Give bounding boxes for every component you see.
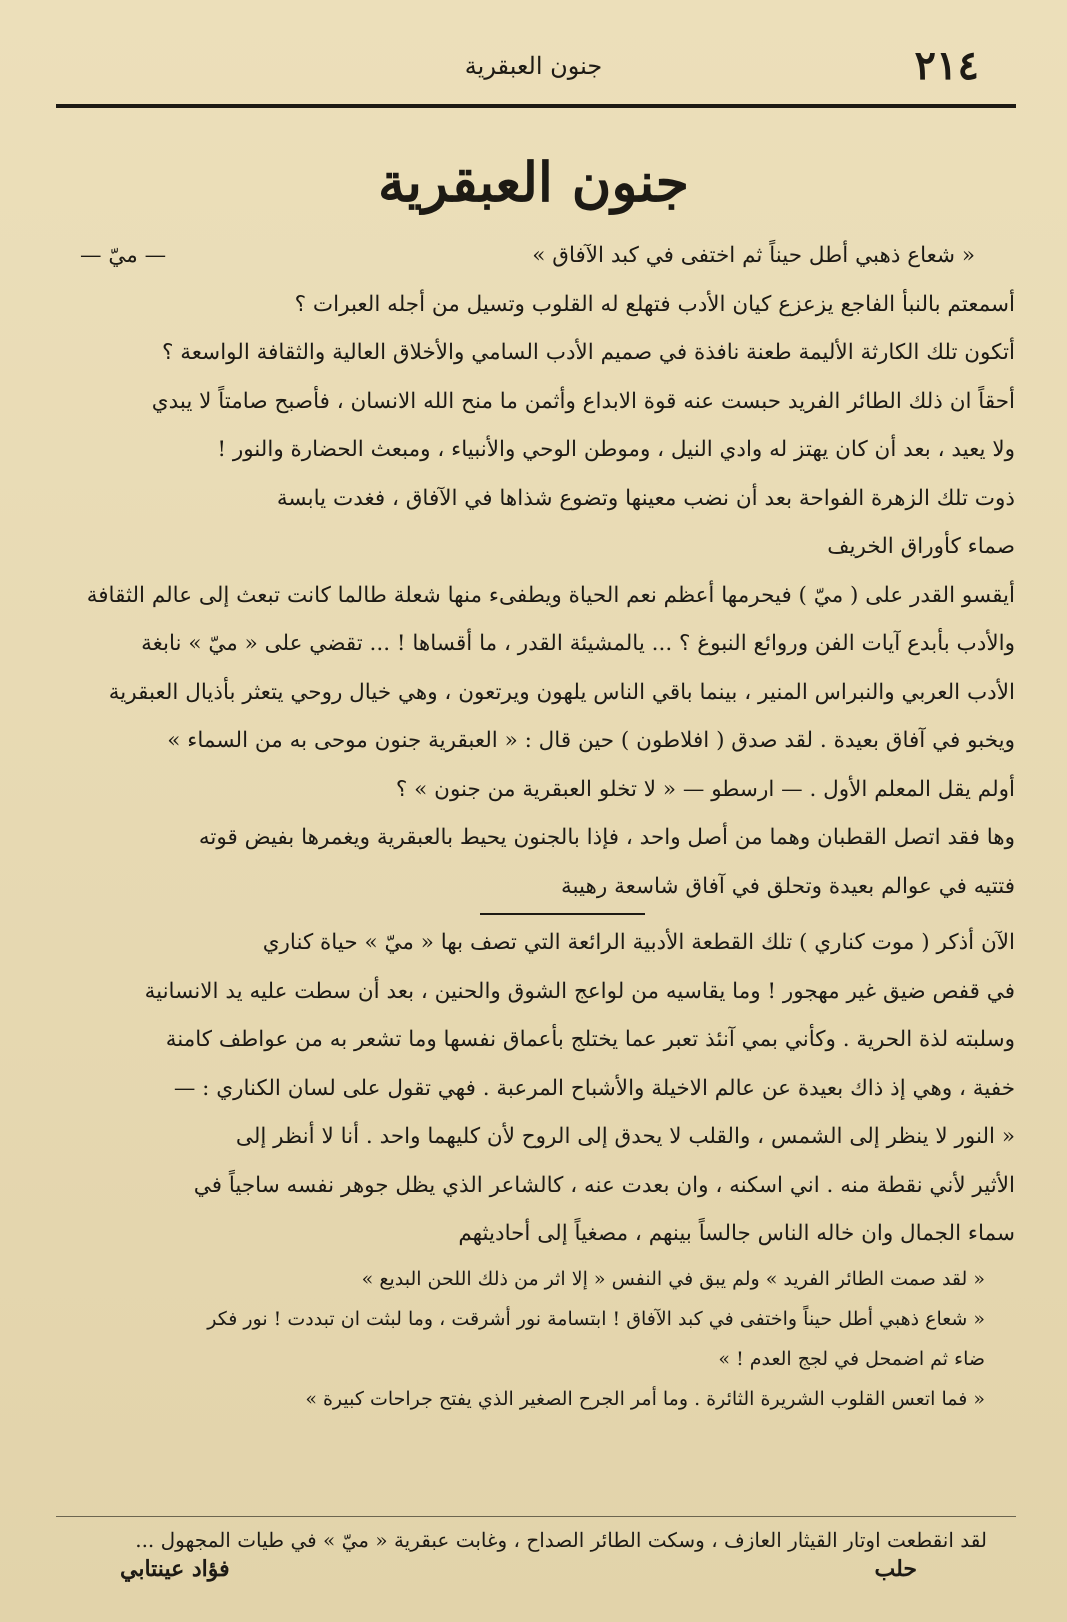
signature-place: حلب bbox=[874, 1556, 917, 1582]
article-title: جنون العبقرية bbox=[378, 150, 689, 214]
text-line: ويخبو في آفاق بعيدة . لقد صدق ( افلاطون ) حين قال : « العبقرية جنون موحى به من السماء » bbox=[167, 728, 1015, 753]
article-body bbox=[50, 232, 1015, 1419]
text-line: والأدب بأبدع آيات الفن وروائع النبوغ ؟ ... يالمشيئة القدر ، ما أقساها ! ... تقضي على « ميّ » نابغة bbox=[141, 631, 1015, 656]
text-line: فتتيه في عوالم بعيدة وتحلق في آفاق شاسعة رهيبة bbox=[561, 873, 1015, 899]
quote-line: « لقد صمت الطائر الفريد » ولم يبق في النفس « إلا اثر من ذلك اللحن البديع » bbox=[361, 1267, 985, 1290]
section-divider bbox=[480, 913, 645, 915]
quote-line: « شعاع ذهبي أطل حيناً واختفى في كبد الآفاق ! ابتسامة نور أشرقت ، وما لبثت ان تبددت ! نور فكر bbox=[207, 1307, 985, 1330]
text-line: وسلبته لذة الحرية . وكأني بمي آنئذ تعبر عما يختلج بأعماق نفسها وما تشعر به من عواطف كامنة bbox=[165, 1027, 1015, 1052]
epigraph-attribution: — ميّ — bbox=[80, 243, 167, 268]
text-line: الأثير لأني نقطة منه . اني اسكنه ، وان بعدت عنه ، كالشاعر الذي يظل جوهر نفسه ساجياً في bbox=[193, 1172, 1015, 1198]
text-line: الآن أذكر ( موت كناري ) تلك القطعة الأدبية الرائعة التي تصف بها « ميّ » حياة كناري bbox=[262, 930, 1015, 955]
text-line: أحقاً ان ذلك الطائر الفريد حبست عنه قوة الابداع وأثمن ما منح الله الانسان ، فأصبح صامتاً لا يبدي bbox=[151, 388, 1015, 414]
text-line: « النور لا ينظر إلى الشمس ، والقلب لا يحدق إلى الروح لأن كليهما واحد . أنا لا أنظر إلى bbox=[235, 1124, 1015, 1149]
epigraph bbox=[50, 232, 1015, 281]
page-number: ٢١٤ bbox=[914, 42, 979, 89]
epigraph-quote: « شعاع ذهبي أطل حيناً ثم اختفى في كبد الآفاق » bbox=[532, 243, 975, 268]
text-line: الأدب العربي والنبراس المنير ، بينما باقي الناس يلهون ويرتعون ، وهي خيال روحي يتعثر بأذيال العبقرية bbox=[108, 679, 1015, 705]
quote-line: ضاء ثم اضمحل في لجج العدم ! » bbox=[718, 1347, 985, 1370]
running-title: جنون العبقرية bbox=[464, 52, 603, 80]
text-line: خفية ، وهي إذ ذاك بعيدة عن عالم الاخيلة والأشباح المرعبة . فهي تقول على لسان الكناري : — bbox=[173, 1075, 1015, 1101]
signature-author: فؤاد عينتابي bbox=[120, 1556, 230, 1582]
text-line: أولم يقل المعلم الأول . — ارسطو — « لا تخلو العبقرية من جنون » ؟ bbox=[395, 776, 1015, 802]
closing-line: لقد انقطعت اوتار القيثار العازف ، وسكت الطائر الصداح ، وغابت عبقرية « ميّ » في طيات المجهول ... bbox=[135, 1528, 987, 1552]
text-line: أيقسو القدر على ( ميّ ) فيحرمها أعظم نعم الحياة ويطفىء منها شعلة طالما كانت تبعث إلى عالم الثقافة bbox=[86, 582, 1015, 608]
text-line: أتكون تلك الكارثة الأليمة طعنة نافذة في صميم الأدب السامي والأخلاق العالية والثقافة الواسعة ؟ bbox=[162, 340, 1015, 365]
text-line: سماء الجمال وان خاله الناس جالساً بينهم ، مصغياً إلى أحاديثهم bbox=[458, 1221, 1015, 1246]
page-header bbox=[48, 38, 1019, 98]
text-line: صماء كأوراق الخريف bbox=[827, 534, 1015, 559]
text-line: ذوت تلك الزهرة الفواحة بعد أن نضب معينها وتضوع شذاها في الآفاق ، فغدت يابسة bbox=[276, 485, 1015, 511]
header-rule bbox=[56, 104, 1016, 108]
text-line: في قفص ضيق غير مهجور ! وما يقاسيه من لواعج الشوق والحنين ، بعد أن سطت عليه يد الانسانية bbox=[144, 978, 1015, 1004]
text-line: وها فقد اتصل القطبان وهما من أصل واحد ، فإذا بالجنون يحيط بالعبقرية ويغمرها بفيض قوته bbox=[198, 825, 1015, 850]
text-line: أسمعتم بالنبأ الفاجع يزعزع كيان الأدب فتهلع له القلوب وتسيل من أجله العبرات ؟ bbox=[294, 291, 1015, 317]
closing-rule bbox=[56, 1516, 1016, 1517]
text-line: ولا يعيد ، بعد أن كان يهتز له وادي النيل ، وموطن الوحي والأنبياء ، ومبعث الحضارة والنور ! bbox=[217, 437, 1015, 462]
quote-line: « فما اتعس القلوب الشريرة الثائرة . وما أمر الجرح الصغير الذي يفتح جراحات كبيرة » bbox=[305, 1387, 985, 1410]
